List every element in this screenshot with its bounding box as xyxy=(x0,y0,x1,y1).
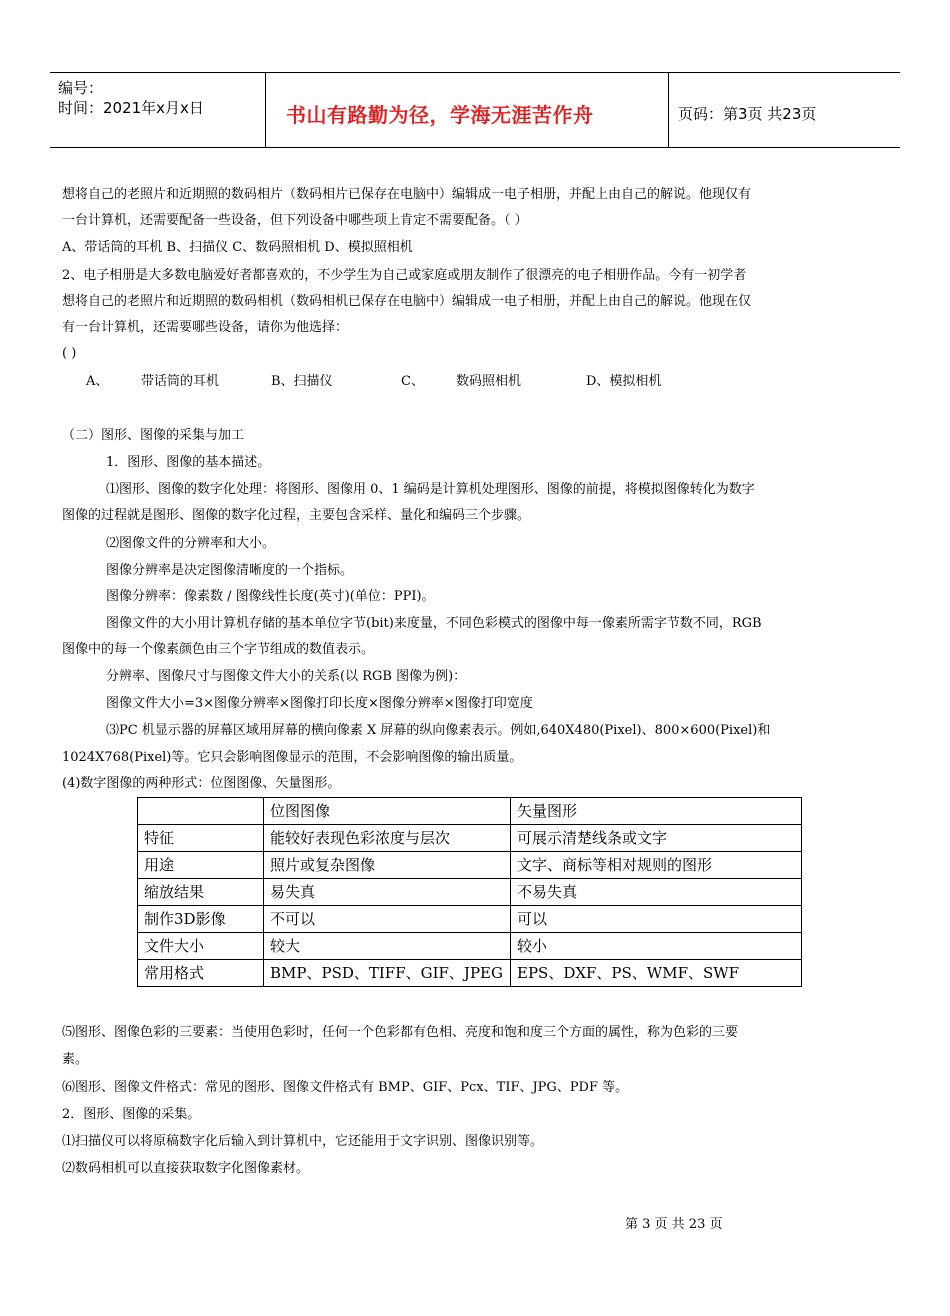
q2-answer-paren: ( ) xyxy=(62,346,77,361)
paragraph-line: ⑸图形、图像色彩的三要素：当使用色彩时，任何一个色彩都有色相、亮度和饱和度三个方面的属性，称为色彩的三要 xyxy=(62,1025,739,1040)
page-header xyxy=(50,72,900,148)
table-cell: 制作3D影像 xyxy=(138,906,264,933)
table-row xyxy=(138,879,802,906)
paragraph-line: ⑶PC 机显示器的屏幕区域用屏幕的横向像素 X 屏幕的纵向像素表示。例如,640X480(Pixel)、800×600(Pixel)和 xyxy=(106,723,771,738)
table-cell: 易失真 xyxy=(264,879,511,906)
table-cell: 特征 xyxy=(138,825,264,852)
table-header-cell: 位图图像 xyxy=(264,798,511,825)
paragraph-line: 图像文件的大小用计算机存储的基本单位字节(bit)来度量，不同色彩模式的图像中每一像素所需字节数不同，RGB xyxy=(106,616,762,631)
table-cell: 不易失真 xyxy=(511,879,802,906)
q2-option-b: B、扫描仪 xyxy=(271,374,333,389)
paragraph-line: (4)数字图像的两种形式：位图图像、矢量图形。 xyxy=(62,776,341,791)
paragraph-line: ⑴扫描仪可以将原稿数字化后输入到计算机中，它还能用于文字识别、图像识别等。 xyxy=(62,1134,544,1149)
table-cell: BMP、PSD、TIFF、GIF、JPEG xyxy=(264,960,511,987)
table-header-cell: 矢量图形 xyxy=(511,798,802,825)
table-row xyxy=(138,960,802,987)
paragraph-line: 分辨率、图像尺寸与图像文件大小的关系(以 RGB 图像为例)： xyxy=(106,669,467,684)
table-cell: 可展示清楚线条或文字 xyxy=(511,825,802,852)
header-divider xyxy=(668,73,669,147)
time-label: 时间：2021年x月x日 xyxy=(58,99,204,117)
q2-line: 2、电子相册是大多数电脑爱好者都喜欢的，不少学生为自己或家庭或朋友制作了很漂亮的电子相册作品。今有一初学者 xyxy=(62,268,747,283)
paragraph-line: 图像的过程就是图形、图像的数字化过程，主要包含采样、量化和编码三个步骤。 xyxy=(62,508,531,523)
q1-line: 一台计算机，还需要配备一些设备，但下列设备中哪些项上肯定不需要配备。（ ） xyxy=(62,213,528,228)
subsection-heading: 2．图形、图像的采集。 xyxy=(62,1107,201,1122)
comparison-table xyxy=(137,797,802,987)
table-cell xyxy=(138,798,264,825)
paragraph-line: 图像分辨率：像素数 / 图像线性长度(英寸)(单位：PPI)。 xyxy=(106,589,435,604)
q1-line: 想将自己的老照片和近期照的数码相片（数码相片已保存在电脑中）编辑成一电子相册，并配上由自己的解说。他现仅有 xyxy=(62,187,752,202)
table-row xyxy=(138,852,802,879)
paragraph-line: 1024X768(Pixel)等。它只会影响图像显示的范围，不会影响图像的输出质量。 xyxy=(62,750,523,765)
paragraph-line: ⑵数码相机可以直接获取数字化图像素材。 xyxy=(62,1161,310,1176)
paragraph-line: ⑴图形、图像的数字化处理：将图形、图像用 0、1 编码是计算机处理图形、图像的前提，将模拟图像转化为数字 xyxy=(106,482,755,497)
serial-label: 编号： xyxy=(58,79,104,97)
table-cell: 常用格式 xyxy=(138,960,264,987)
q2-option-d: D、模拟相机 xyxy=(586,374,662,389)
table-cell: 较大 xyxy=(264,933,511,960)
paragraph-line: 图像分辨率是决定图像清晰度的一个指标。 xyxy=(106,563,354,578)
table-cell: 用途 xyxy=(138,852,264,879)
page-footer: 第 3 页 共 23 页 xyxy=(625,1217,723,1232)
q2-option-c: 数码照相机 xyxy=(456,374,522,389)
table-cell: 缩放结果 xyxy=(138,879,264,906)
table-cell: 文字、商标等相对规则的图形 xyxy=(511,852,802,879)
table-row xyxy=(138,825,802,852)
formula-line: 图像文件大小=3×图像分辨率×图像打印长度×图像分辨率×图像打印宽度 xyxy=(106,696,533,711)
header-divider xyxy=(265,73,266,147)
table-row xyxy=(138,906,802,933)
q2-option-a-letter: A、 xyxy=(86,374,109,389)
paragraph-line: ⑹图形、图像文件格式：常见的图形、图像文件格式有 BMP、GIF、Pcx、TIF、JPG、PDF 等。 xyxy=(62,1080,629,1095)
table-cell: 不可以 xyxy=(264,906,511,933)
table-cell: 文件大小 xyxy=(138,933,264,960)
table-cell: EPS、DXF、PS、WMF、SWF xyxy=(511,960,802,987)
motto: 书山有路勤为径，学海无涯苦作舟 xyxy=(286,103,594,127)
paragraph-line: 素。 xyxy=(62,1052,89,1067)
subsection-heading: 1．图形、图像的基本描述。 xyxy=(106,455,271,470)
table-row xyxy=(138,933,802,960)
q2-line: 想将自己的老照片和近期照的数码相机（数码相机已保存在电脑中）编辑成一电子相册，并配上由自己的解说。他现在仅 xyxy=(62,294,752,309)
paragraph-line: ⑵图像文件的分辨率和大小。 xyxy=(106,536,276,551)
table-cell: 可以 xyxy=(511,906,802,933)
q2-option-a: 带话筒的耳机 xyxy=(141,374,220,389)
q2-option-c-letter: C、 xyxy=(401,374,424,389)
table-header-row xyxy=(138,798,802,825)
q1-options: A、带话筒的耳机 B、扫描仪 C、数码照相机 D、模拟照相机 xyxy=(62,240,413,255)
table-cell: 能较好表现色彩浓度与层次 xyxy=(264,825,511,852)
section-title: （二）图形、图像的采集与加工 xyxy=(62,428,245,443)
table-cell: 照片或复杂图像 xyxy=(264,852,511,879)
paragraph-line: 图像中的每一个像素颜色由三个字节组成的数值表示。 xyxy=(62,642,375,657)
header-page-label: 页码：第3页 共23页 xyxy=(678,105,817,123)
q2-line: 有一台计算机，还需要哪些设备，请你为他选择： xyxy=(62,320,349,335)
table-cell: 较小 xyxy=(511,933,802,960)
